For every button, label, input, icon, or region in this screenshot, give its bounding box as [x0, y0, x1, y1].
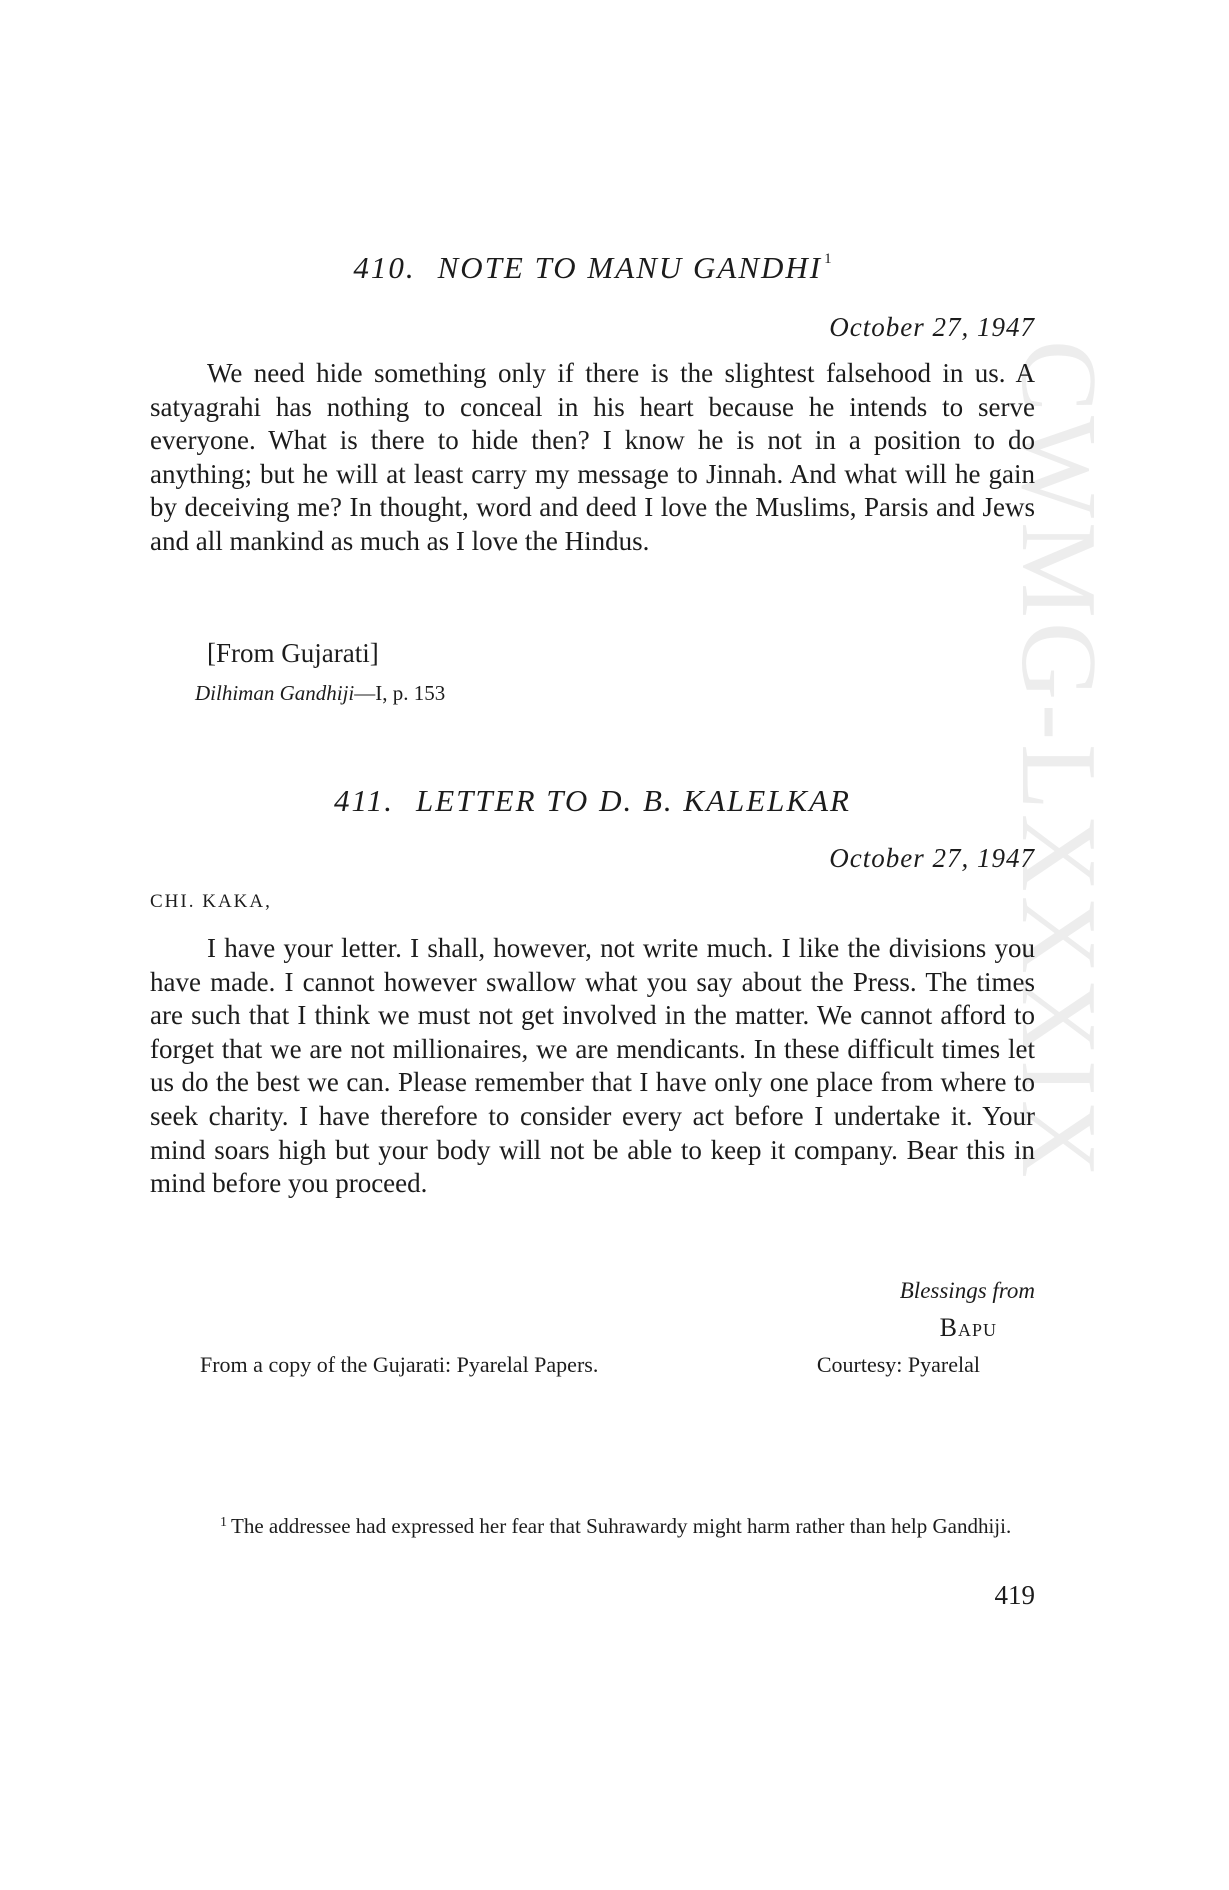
- section-title: NOTE TO MANU GANDHI: [437, 250, 823, 285]
- section-number: 411.: [334, 783, 394, 818]
- section-title: LETTER TO D. B. KALELKAR: [415, 783, 851, 818]
- from-language: [From Gujarati]: [207, 638, 379, 668]
- body-paragraph: We need hide something only if there is the slightest falsehood in us. A satyagrahi has nothing to conceal in his heart because he intends to serve everyone. What is there to hide then? I know he is not in a position to do anything; but he will at least carry my message to Jinnah. And what will he gain by deceiving me? In thought, word and deed I love the Muslims, Parsis and Jews and all mankind as much as I love the Hindus.: [150, 358, 1035, 556]
- source-citation: [195, 681, 445, 706]
- body-paragraph: I have your letter. I shall, however, not write much. I like the divisions you have made. I cannot however swallow what you say about the Press. The times are such that I think we must not get involved in the matter. We cannot afford to forget that we are not millionaires, we are mendicants. In these difficult times let us do the best we can. Please remember that I have only one place from where to seek charity. I have therefore to consider every act before I undertake it. Your mind soars high but your body will not be able to keep it company. Bear this in mind before you proceed.: [150, 933, 1035, 1199]
- footnote: [162, 1506, 1035, 1544]
- watermark: CWMG-LXXXIX: [999, 340, 1118, 1182]
- source-citation: From a copy of the Gujarati: Pyarelal Papers.: [200, 1352, 599, 1377]
- section-heading: [150, 250, 1035, 286]
- footnote-ref[interactable]: 1: [824, 251, 832, 267]
- closing: Blessings from: [899, 1278, 1035, 1303]
- source-line: [200, 1352, 980, 1378]
- page-number: 419: [994, 1580, 1035, 1610]
- source-reference: —I, p. 153: [354, 681, 446, 705]
- source-title: Dilhiman Gandhiji: [195, 681, 355, 705]
- section-heading: [150, 783, 1035, 819]
- section-number: 410.: [353, 250, 416, 285]
- letter-date: October 27, 1947: [829, 843, 1035, 873]
- signature: Bapu: [939, 1313, 997, 1342]
- courtesy-credit: Courtesy: Pyarelal: [816, 1352, 980, 1377]
- letter-date: October 27, 1947: [829, 312, 1035, 342]
- footnote-marker: 1: [220, 1515, 227, 1530]
- footnote-text: The addressee had expressed her fear that Suhrawardy might harm rather than help Gandhiji.: [231, 1514, 1012, 1538]
- salutation: CHI. KAKA,: [150, 891, 272, 912]
